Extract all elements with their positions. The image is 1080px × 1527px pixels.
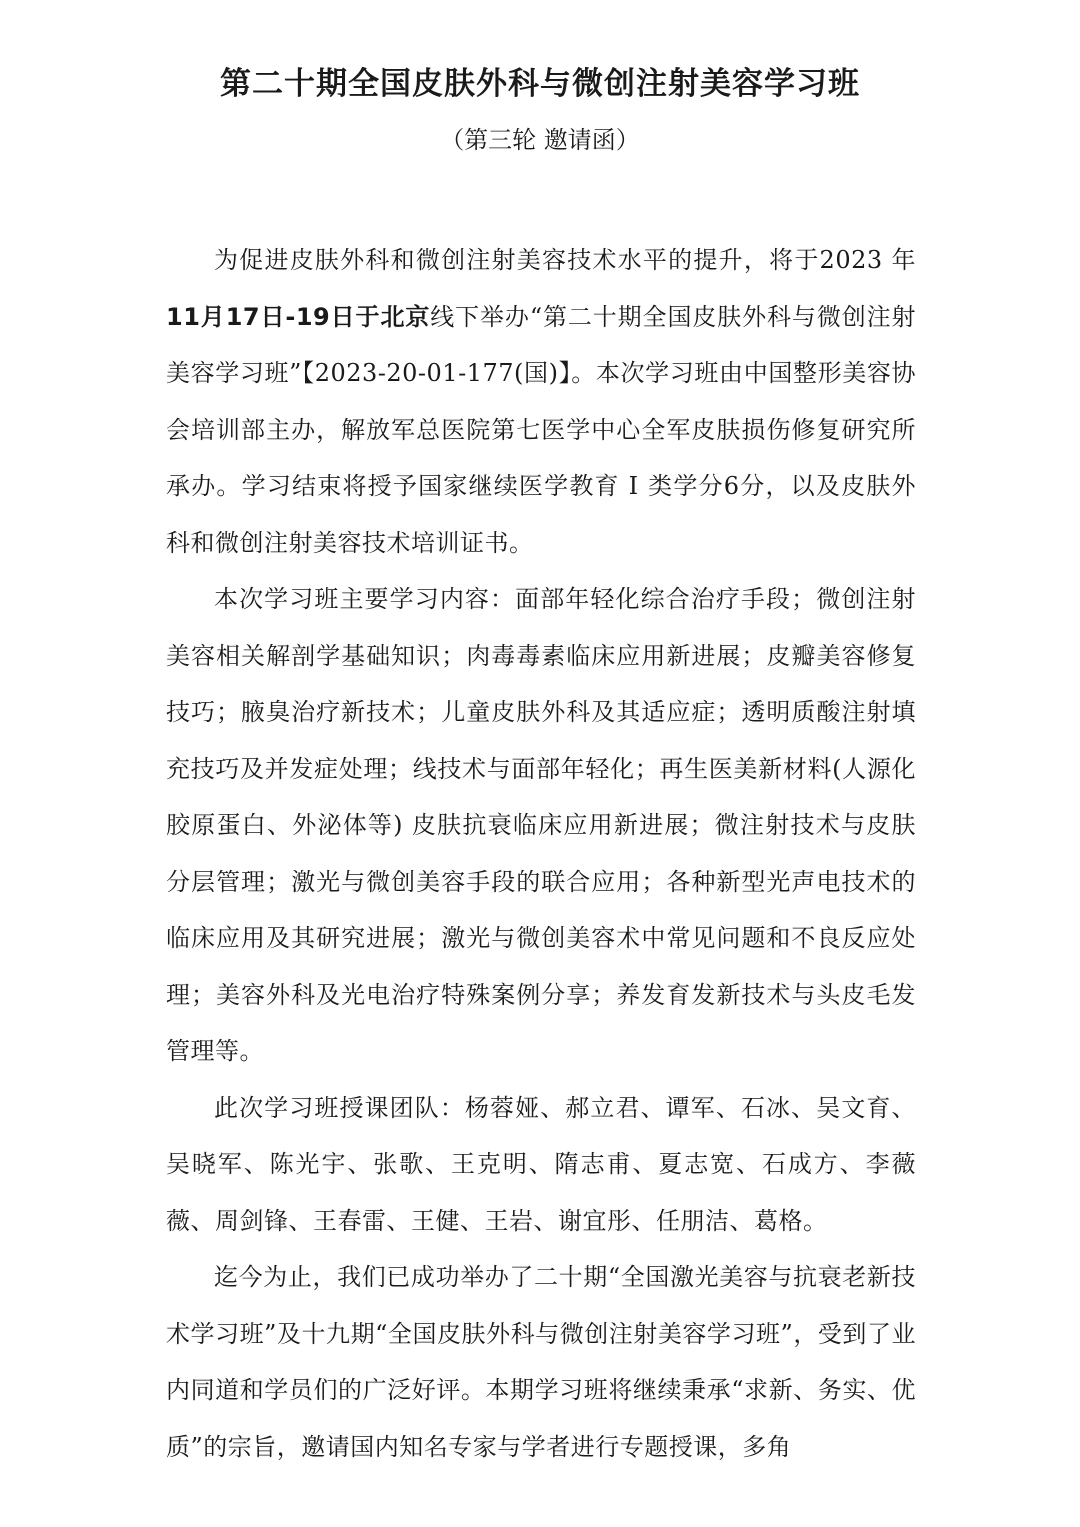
paragraph-intro (166, 232, 916, 571)
document-subtitle: （第三轮 邀请函） (440, 126, 640, 154)
event-date: 11月17日-19日 (166, 302, 356, 331)
paragraph-history: 迄今为止，我们已成功举办了二十期“全国激光美容与抗衰老新技术学习班”及十九期“全国皮肤外科与微创注射美容学习班”，受到了业内同道和学员们的广泛好评。本期学习班将继续秉承“求新、务实、优质”的宗旨，邀请国内知名专家与学者进行专题授课，多角 (166, 1263, 916, 1461)
intro-connector: 于 (355, 302, 381, 331)
intro-rest: 线下举办“第二十期全国皮肤外科与微创注射美容学习班”【2023-20-01-177(国)】。本次学习班由中国整形美容协会培训部主办，解放军总医院第七医学中心全军皮肤损伤修复研究所承办。学习结束将授予国家继续医学教育 Ⅰ 类学分6分，以及皮肤外科和微创注射美容技术培训证书。 (166, 302, 917, 557)
event-city: 北京 (380, 302, 431, 331)
document-title: 第二十期全国皮肤外科与微创注射美容学习班 (220, 66, 860, 102)
intro-lead: 为促进皮肤外科和微创注射美容技术水平的提升，将于2023 年 (214, 246, 916, 274)
document-body (166, 232, 916, 1475)
paragraph-faculty: 此次学习班授课团队：杨蓉娅、郝立君、谭军、石冰、吴文育、吴晓军、陈光宇、张歌、王克明、隋志甫、夏志宽、石成方、李薇薇、周剑锋、王春雷、王健、王岩、谢宜彤、任朋洁、葛格。 (166, 1093, 916, 1235)
paragraph-content: 本次学习班主要学习内容：面部年轻化综合治疗手段；微创注射美容相关解剖学基础知识；肉毒毒素临床应用新进展；皮瓣美容修复技巧；腋臭治疗新技术；儿童皮肤外科及其适应症；透明质酸注射填充技巧及并发症处理；线技术与面部年轻化；再生医美新材料(人源化胶原蛋白、外泌体等) 皮肤抗衰临床应用新进展；微注射技术与皮肤分层管理；激光与微创美容手段的联合应用；各种新型光声电技术的临床应用及其研究进展；激光与微创美容术中常见问题和不良反应处理；美容外科及光电治疗特殊案例分享；养发育发新技术与头皮毛发管理等。 (166, 585, 916, 1065)
